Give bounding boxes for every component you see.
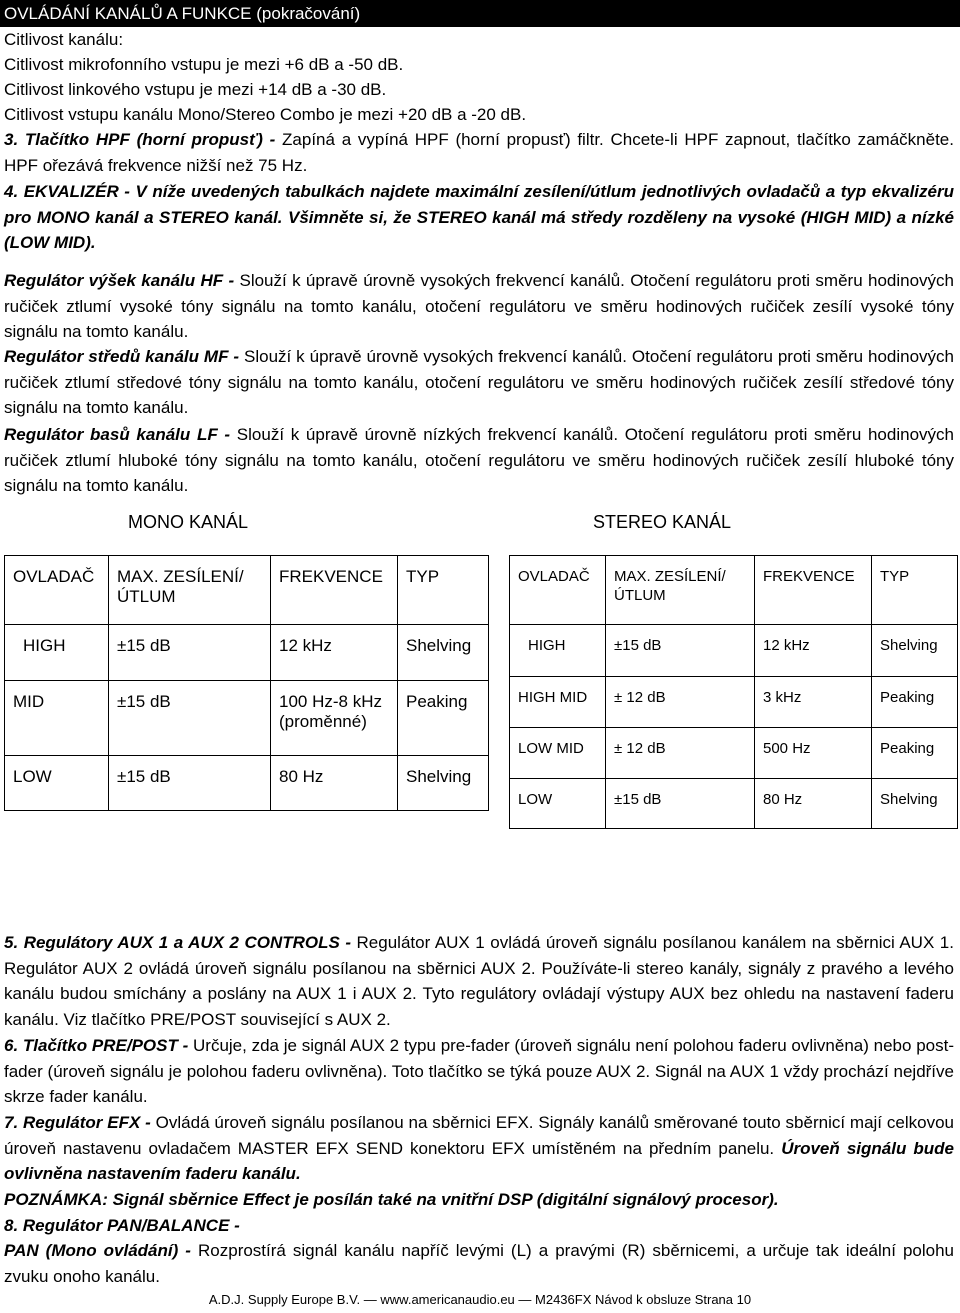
efx-section: [4, 1110, 954, 1187]
table-row: [5, 681, 489, 756]
lf-text: Slouží k úpravě úrovně nízkých frekvencí kanálů. Otočení regulátoru proti směru hodinových ručiček ztlumí hluboké tóny signálu na tomto kanálu, otočení regulátoru ve směru hodinových ručiček zesílí hluboké tóny signálu na tomto kanálu.: [4, 425, 954, 495]
table-cell: 100 Hz-8 kHz (proměnné): [271, 681, 398, 756]
table-cell: Shelving: [872, 625, 958, 677]
table-cell: ±15 dB: [109, 756, 271, 811]
table-cell: LOW MID: [510, 728, 606, 779]
table-cell: ±15 dB: [606, 779, 755, 829]
table-row: [5, 625, 489, 681]
table-cell: 80 Hz: [755, 779, 872, 829]
eq-note: Všimněte si, že STEREO kanál má středy rozděleny na vysoké (HIGH MID) a nízké (LOW MID).: [4, 207, 955, 252]
page-footer: A.D.J. Supply Europe B.V. — www.americanaudio.eu — M2436FX Návod k obsluze Strana 10: [208, 1292, 752, 1307]
header-cell: OVLADAČ: [5, 556, 109, 625]
table-cell: Shelving: [398, 625, 489, 681]
sensitivity-heading: Citlivost kanálu:: [4, 30, 124, 49]
hf-section: [4, 268, 954, 345]
mono-table-title: MONO KANÁL: [128, 512, 249, 532]
table-cell: HIGH: [510, 625, 606, 677]
header-cell: MAX. ZESÍLENÍ/ÚTLUM: [109, 556, 271, 625]
prepost-text: Určuje, zda je signál AUX 2 typu pre-fader (úroveň signálu není polohou faderu ovlivněna) nebo post-fader (úroveň signálu je polohou faderu ovlivněna). Toto tlačítko se týká pouze AUX 2. Signál na AUX 1 vždy prochází nejdříve skrze fader kanálu.: [4, 1036, 954, 1106]
eq-title: 4. EKVALIZÉR - V níže uvedených tabulkách najdete maximální zesílení/útlum jednotlivých ovladačů a typ ekvalizéru pro MONO kanál a STEREO kanál.: [4, 182, 954, 227]
table-cell: Peaking: [872, 677, 958, 728]
header-cell: OVLADAČ: [510, 556, 606, 625]
pan-heading: 8. Regulátor PAN/BALANCE -: [4, 1216, 240, 1235]
table-header-row: [5, 556, 489, 625]
table-cell: 500 Hz: [755, 728, 872, 779]
table-cell: 12 kHz: [755, 625, 872, 677]
table-cell: LOW: [510, 779, 606, 829]
mf-text: Slouží k úpravě úrovně vysokých frekvencí kanálů.: [239, 347, 627, 366]
table-cell: ± 12 dB: [606, 677, 755, 728]
mono-eq-table: [4, 555, 489, 811]
note-section: [4, 1187, 954, 1213]
prepost-title: 6. Tlačítko PRE/POST -: [4, 1036, 189, 1055]
hpf-section: [4, 127, 954, 178]
table-row: [510, 677, 958, 728]
table-cell: HIGH: [5, 625, 109, 681]
table-cell: Peaking: [398, 681, 489, 756]
lf-title: Regulátor basů kanálu LF -: [4, 425, 231, 444]
efx-italic: Úroveň signálu bude ovlivněna nastavením faderu kanálu.: [4, 1138, 954, 1183]
header-cell: TYP: [872, 556, 958, 625]
hpf-title: 3. Tlačítko HPF (horní propusť) -: [4, 130, 276, 149]
note-text: POZNÁMKA: Signál sběrnice Effect je posílán také na vnitřní DSP (digitální signálový procesor).: [4, 1190, 779, 1209]
header-cell: FREKVENCE: [755, 556, 872, 625]
table-cell: Shelving: [872, 779, 958, 829]
table-row: [510, 728, 958, 779]
table-cell: HIGH MID: [510, 677, 606, 728]
table-cell: ±15 dB: [109, 625, 271, 681]
hf-text: Slouží k úpravě úrovně vysokých frekvencí kanálů.: [234, 271, 625, 290]
table-cell: MID: [5, 681, 109, 756]
eq-section: [4, 179, 954, 256]
aux-section: [4, 930, 954, 1032]
lf-section: [4, 422, 954, 499]
hf-text2: Otočení regulátoru proti směru hodinových ručiček ztlumí vysoké tóny signálu na tomto kanálu, otočení regulátoru ve směru hodinových ručiček zesílí vysoké tóny signálu na tomto kanálu.: [4, 271, 954, 341]
header-cell: FREKVENCE: [271, 556, 398, 625]
header-cell: MAX. ZESÍLENÍ/ÚTLUM: [606, 556, 755, 625]
table-cell: ± 12 dB: [606, 728, 755, 779]
table-row: [510, 779, 958, 829]
table-cell: 12 kHz: [271, 625, 398, 681]
table-cell: ±15 dB: [109, 681, 271, 756]
mf-section: [4, 344, 954, 421]
table-row: [5, 756, 489, 811]
table-cell: Shelving: [398, 756, 489, 811]
hf-title: Regulátor výšek kanálu HF -: [4, 271, 235, 290]
sensitivity-mic: Citlivost mikrofonního vstupu je mezi +6 dB a -50 dB.: [4, 55, 404, 74]
aux-text: Regulátor AUX 1 ovládá úroveň signálu posílanou kanálem na sběrnici AUX 1. Regulátor AUX 2 ovládá úroveň signálu posílanou na sběrnici AUX 2. Používáte-li stereo kanály, signály z pravého a levého kanálu budou smíchány a poslány na AUX 1 i AUX 2. Tyto regulátory ovládají výstupy AUX bez ohledu na nastavení faderu kanálu. Viz tlačítko PRE/POST související s AUX 2.: [4, 933, 954, 1029]
efx-text: Ovládá úroveň signálu posílanou na sběrnici EFX. Signály kanálů směrované touto sběrnicí mají celkovou úroveň nastavenu ovladačem MASTER EFX SEND konektoru EFX umístěném na předním panelu.: [4, 1113, 954, 1158]
table-cell: Peaking: [872, 728, 958, 779]
stereo-table-title: STEREO KANÁL: [593, 512, 732, 532]
table-header-row: [510, 556, 958, 625]
pan-title: PAN (Mono ovládání) -: [4, 1241, 191, 1260]
hpf-text: Zapíná a vypíná HPF (horní propusť) filtr. Chcete-li HPF zapnout, tlačítko zamáčkněte. HPF ořezává frekvence nižší než 75 Hz.: [4, 130, 954, 175]
sensitivity-line: Citlivost linkového vstupu je mezi +14 dB a -30 dB.: [4, 80, 387, 99]
prepost-section: [4, 1033, 954, 1110]
mf-title: Regulátor středů kanálu MF -: [4, 347, 240, 366]
pan-heading-line: [4, 1213, 954, 1239]
stereo-eq-table: [509, 555, 958, 829]
table-cell: 80 Hz: [271, 756, 398, 811]
table-cell: LOW: [5, 756, 109, 811]
sensitivity-combo: Citlivost vstupu kanálu Mono/Stereo Combo je mezi +20 dB a -20 dB.: [4, 105, 527, 124]
page-header: OVLÁDÁNÍ KANÁLŮ A FUNKCE (pokračování): [0, 0, 960, 27]
efx-title: 7. Regulátor EFX -: [4, 1113, 151, 1132]
pan-text: Rozprostírá signál kanálu napříč levými (L) a pravými (R) sběrnicemi, a určuje tak ideální polohu zvuku onoho kanálu.: [4, 1241, 955, 1286]
table-cell: 3 kHz: [755, 677, 872, 728]
table-cell: ±15 dB: [606, 625, 755, 677]
aux-title: 5. Regulátory AUX 1 a AUX 2 CONTROLS -: [4, 933, 352, 952]
pan-section: [4, 1238, 954, 1289]
mf-text2: Otočení regulátoru proti směru hodinových ručiček ztlumí středové tóny signálu na tomto kanálu, otočení regulátoru ve směru hodinových ručiček zesílí středové tóny signálu na tomto kanálu.: [4, 347, 955, 417]
header-cell: TYP: [398, 556, 489, 625]
table-row: [510, 625, 958, 677]
